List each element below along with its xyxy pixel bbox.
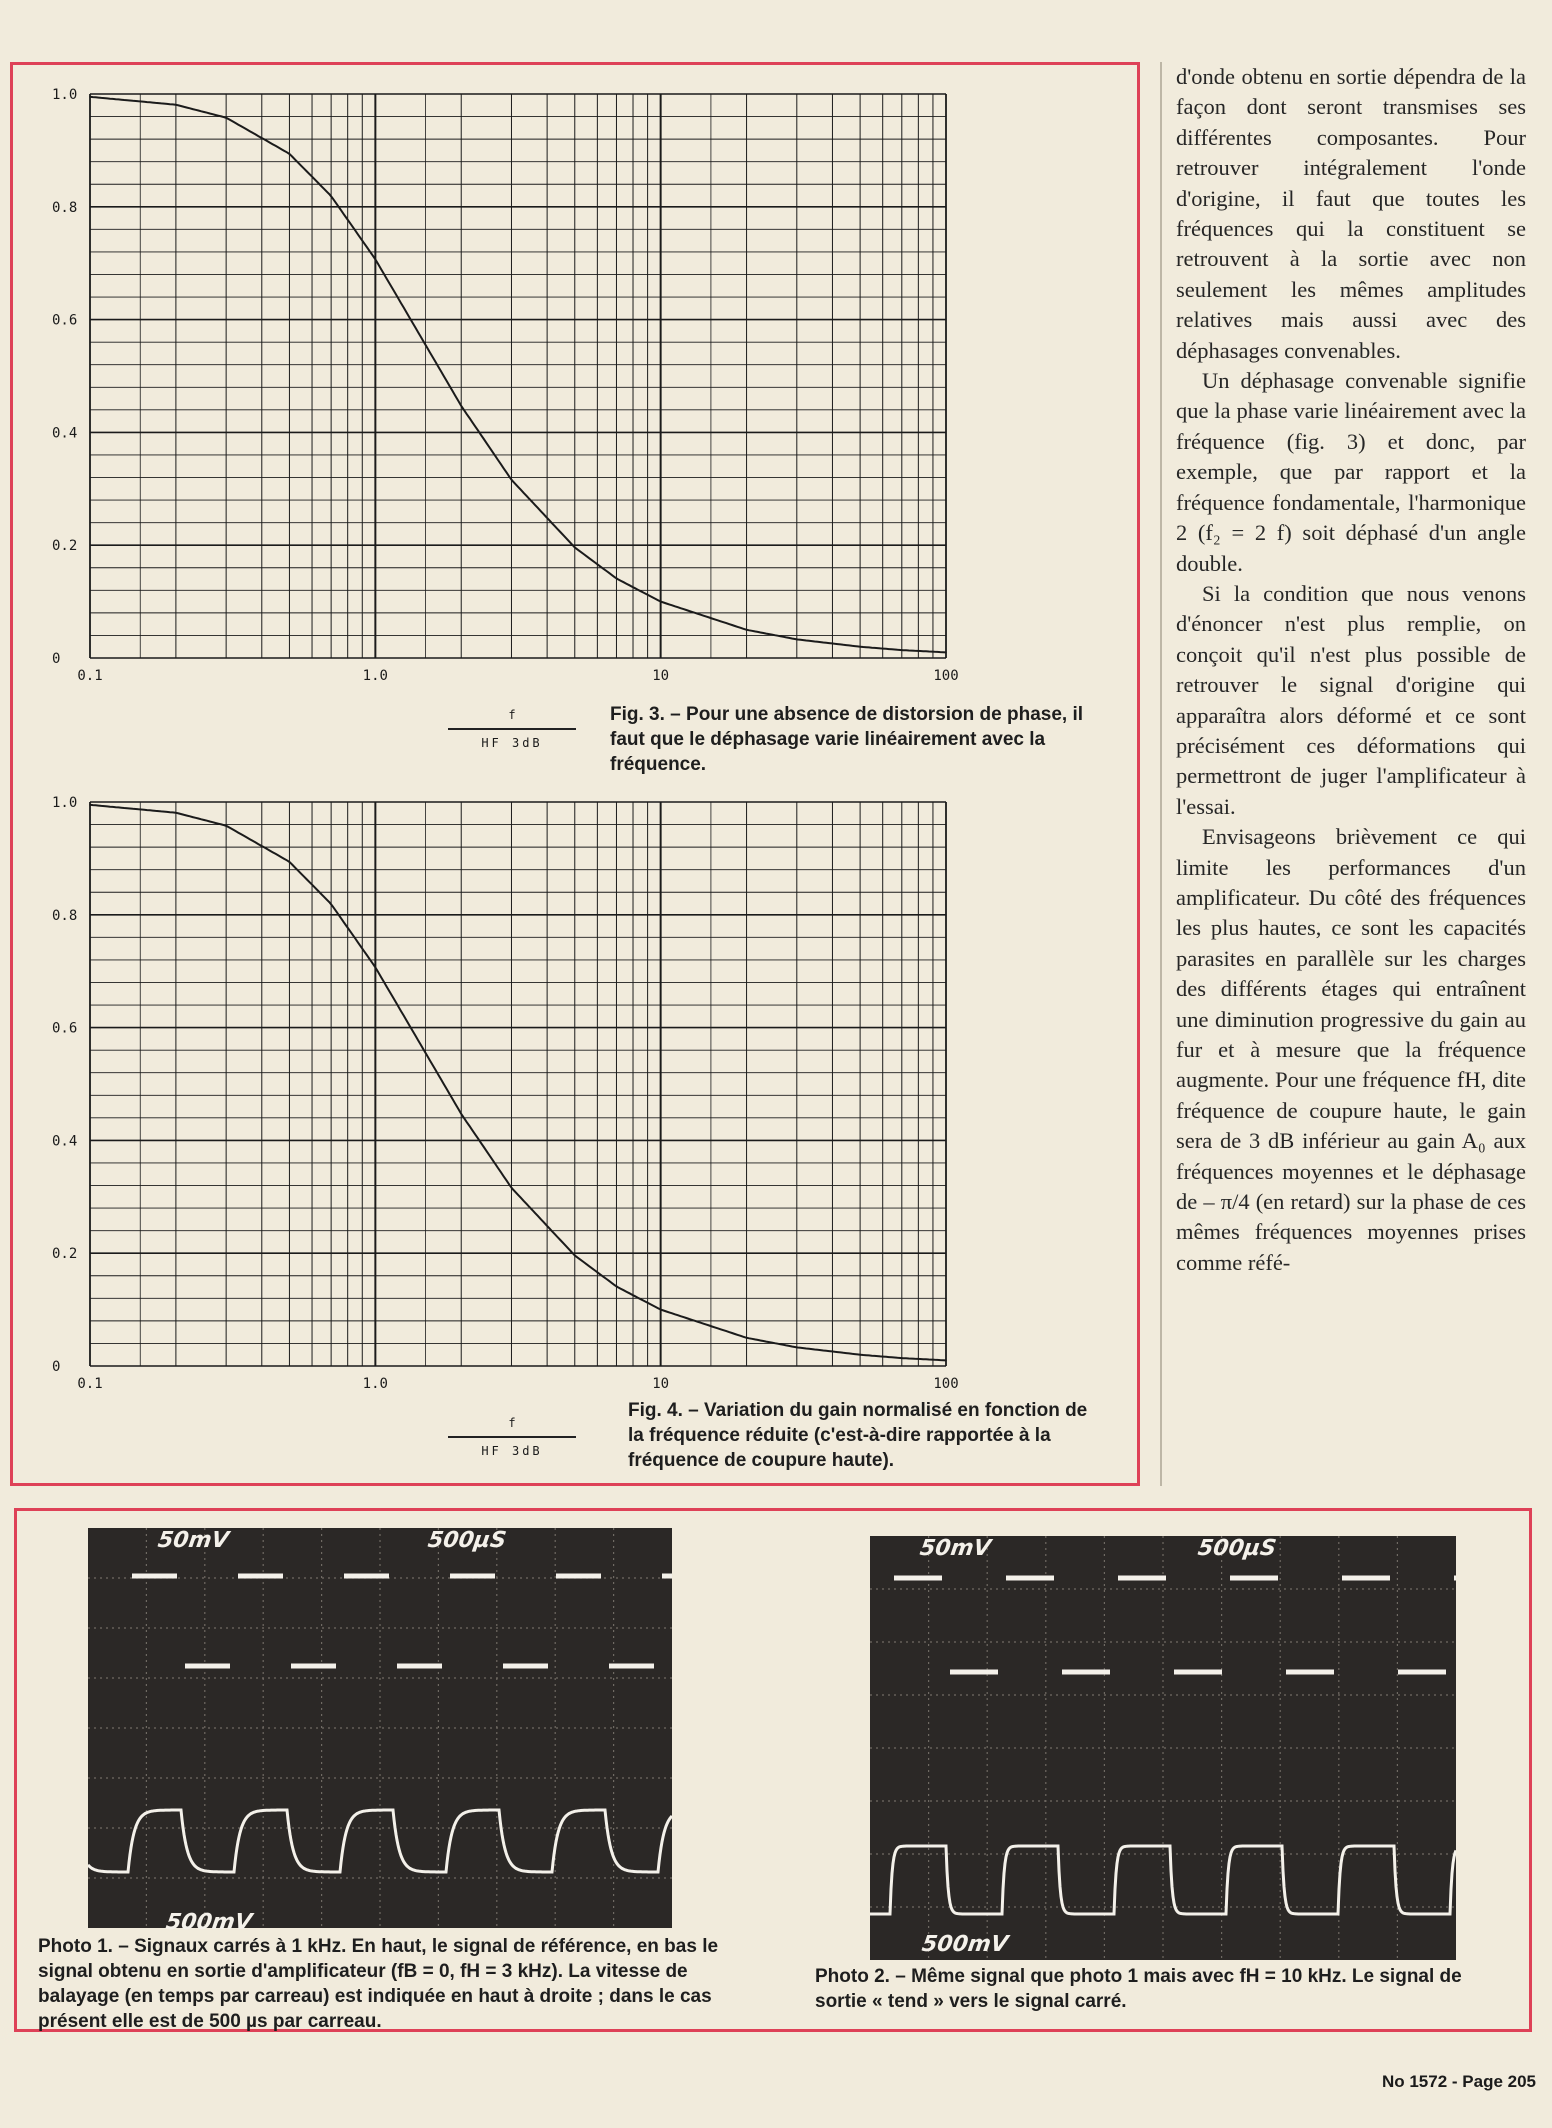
fig4-data-point [796, 1347, 798, 1349]
fig4-caption [628, 1398, 1108, 1473]
fig4-xlabel-denominator: HF 3dB [481, 1444, 543, 1458]
fig4-data-point [175, 812, 177, 814]
fig3-data-point [901, 649, 903, 651]
fig4-data-point [425, 1052, 427, 1054]
fig4-data-point [330, 903, 332, 905]
fig4-grid [90, 802, 946, 1366]
fig4-curve [90, 805, 946, 1361]
fig3-data-point [225, 117, 227, 119]
photo2-graticule [870, 1536, 1456, 1960]
fig4-xtick-label: 0.1 [77, 1376, 103, 1392]
article-paragraph: Un déphasage convenable signifie que la phase varie linéairement avec la fréquence (fig. 3) et donc, par exemple, que par rapport et la fréquence fondamentale, l'harmonique 2 (f₂ = 2 f) soit déphasé d'un angle double. [1176, 368, 1526, 576]
fig3-data-point [511, 479, 513, 481]
fig4-xtick-label: 100 [933, 1376, 959, 1392]
fig4-ytick-label: 0.8 [52, 907, 78, 924]
fig4-ytick-label: 0.6 [52, 1020, 78, 1037]
fig4-data-point [574, 1255, 576, 1257]
fig3-data-point [660, 601, 662, 603]
fig4-xtick-label: 1.0 [362, 1376, 388, 1392]
fig3-data-point [574, 547, 576, 549]
fig3-data-point [945, 652, 947, 654]
fig3-chart [36, 84, 959, 704]
photo1-graticule [88, 1528, 672, 1928]
article-column [1176, 62, 1526, 1278]
fig3-xlabel-denominator: HF 3dB [481, 736, 543, 750]
photo2-caption-label: Photo 2. [815, 1966, 890, 1987]
fig4-data-point [511, 1187, 513, 1189]
fig4-chart [36, 792, 959, 1412]
photo1-oscilloscope [88, 1528, 672, 1935]
photo2-oscilloscope [870, 1536, 1456, 1960]
fig3-data-point [746, 629, 748, 631]
fig4-data-point [859, 1354, 861, 1356]
fig4-data-point [375, 966, 377, 968]
fig4-caption-text: – Variation du gain normalisé en fonction de la fréquence réduite (c'est-à-dire rapportée à la fréquence de coupure haute). [628, 1400, 1088, 1471]
fig4-xtick-label: 10 [652, 1376, 670, 1392]
fig4-data-point [225, 825, 227, 827]
photo1-caption-text: – Signaux carrés à 1 kHz. En haut, le signal de référence, en bas le signal obtenu en sortie d'amplificateur (fB = 0, fH = 3 kHz). La vitesse de balayage (en temps par carreau) est indiquée en haut à droite ; dans le cas présent elle est de 500 µs par carreau. [38, 1936, 719, 2032]
fig4-xlabel [448, 1416, 576, 1458]
photo2-caption [815, 1964, 1515, 2014]
fig3-xtick-label: 100 [933, 668, 959, 684]
fig3-grid [90, 94, 946, 658]
photo1-caption-label: Photo 1. [38, 1936, 113, 1957]
photo2-caption-text: – Même signal que photo 1 mais avec fH = 10 kHz. Le signal de sortie « tend » vers le signal carré. [815, 1966, 1462, 2012]
fig4-caption-label: Fig. 4. [628, 1400, 683, 1421]
fig3-data-point [796, 639, 798, 641]
fig3-data-point [175, 104, 177, 106]
fig4-ytick-label: 1.0 [52, 795, 78, 811]
fig3-data-point [460, 405, 462, 407]
fig3-caption-label: Fig. 3. [610, 704, 665, 725]
fig4-data-point [289, 861, 291, 863]
fig4-data-point [616, 1286, 618, 1288]
fig3-xtick-label: 10 [652, 668, 670, 684]
photo2-traces [870, 1536, 1456, 1960]
photo1-volts-bottom-label: 500mV [164, 1910, 254, 1935]
fig3-ytick-label: 1.0 [52, 87, 78, 103]
fig4-ytick-label: 0 [52, 1359, 61, 1375]
article-paragraph: Envisageons brièvement ce qui limite les performances d'un amplificateur. Du côté des fréquences les plus hautes, ce sont les capacités parasites en parallèle sur les charges des différents étages qui entraînent une diminution progressive du gain au fur et à mesure que la fréquence augmente. Pour une fréquence fH, dite fréquence de coupure haute, le gain sera de 3 dB inférieur au gain A₀ aux fréquences moyennes et le déphasage de – π/4 (en retard) sur la phase de ces mêmes fréquences moyennes prises comme réfé- [1176, 824, 1526, 1275]
fig3-curve [90, 97, 946, 653]
fig3-caption [610, 702, 1092, 777]
photo1-caption [38, 1934, 728, 2034]
fig3-data-point [616, 578, 618, 580]
photo1-time-label: 500µS [426, 1528, 508, 1553]
fig3-ytick-label: 0.8 [52, 199, 78, 216]
fig4-ytick-label: 0.4 [52, 1133, 78, 1150]
fig3-xtick-label: 0.1 [77, 668, 103, 684]
photo2-volts-label: 50mV [918, 1536, 993, 1561]
fig3-data-point [289, 153, 291, 155]
fig3-xlabel [448, 708, 576, 750]
fig3-xlabel-numerator: f [448, 708, 576, 730]
fig3-data-point [89, 96, 91, 98]
fig4-data-point [746, 1337, 748, 1339]
fig3-data-point [330, 195, 332, 197]
fig3-data-point [375, 258, 377, 260]
fig4-xlabel-numerator: f [448, 1416, 576, 1438]
page-number: No 1572 - Page 205 [1381, 2072, 1536, 2091]
fig4-data-point [460, 1113, 462, 1115]
fig4-ytick-label: 0.2 [52, 1246, 78, 1263]
column-divider [1160, 62, 1162, 1486]
photo2-volts-bottom-label: 500mV [920, 1932, 1010, 1957]
fig4-data-point [89, 804, 91, 806]
photo1-traces [88, 1528, 672, 1928]
article-paragraph: d'onde obtenu en sortie dépendra de la façon dont seront transmises ses différentes composantes. Pour retrouver intégralement l'onde d'origine, il faut que toutes les fréquences qui la constituent se retrouvent à la sortie avec non seulement les mêmes amplitudes relatives mais aussi avec des déphasages convenables. [1176, 64, 1526, 363]
fig3-ytick-label: 0 [52, 651, 61, 667]
fig4-data-point [945, 1360, 947, 1362]
fig3-data-point [425, 344, 427, 346]
fig3-ytick-label: 0.4 [52, 425, 78, 442]
fig3-ytick-label: 0.2 [52, 538, 78, 555]
photo2-time-label: 500µS [1196, 1536, 1278, 1561]
fig3-xtick-label: 1.0 [362, 668, 388, 684]
photo1-volts-label: 50mV [156, 1528, 231, 1553]
fig3-caption-text: – Pour une absence de distorsion de phase, il faut que le déphasage varie linéairement avec la fréquence. [610, 704, 1084, 775]
fig3-data-point [859, 646, 861, 648]
fig4-data-point [660, 1309, 662, 1311]
article-paragraph: Si la condition que nous venons d'énoncer n'est plus remplie, on conçoit qu'il n'est plus possible de retrouver le signal d'origine qui apparaîtra alors déformé et ce sont précisément ces déformations qui permettront de juger l'amplificateur à l'essai. [1176, 580, 1526, 819]
fig3-ytick-label: 0.6 [52, 312, 78, 329]
fig4-data-point [901, 1357, 903, 1359]
